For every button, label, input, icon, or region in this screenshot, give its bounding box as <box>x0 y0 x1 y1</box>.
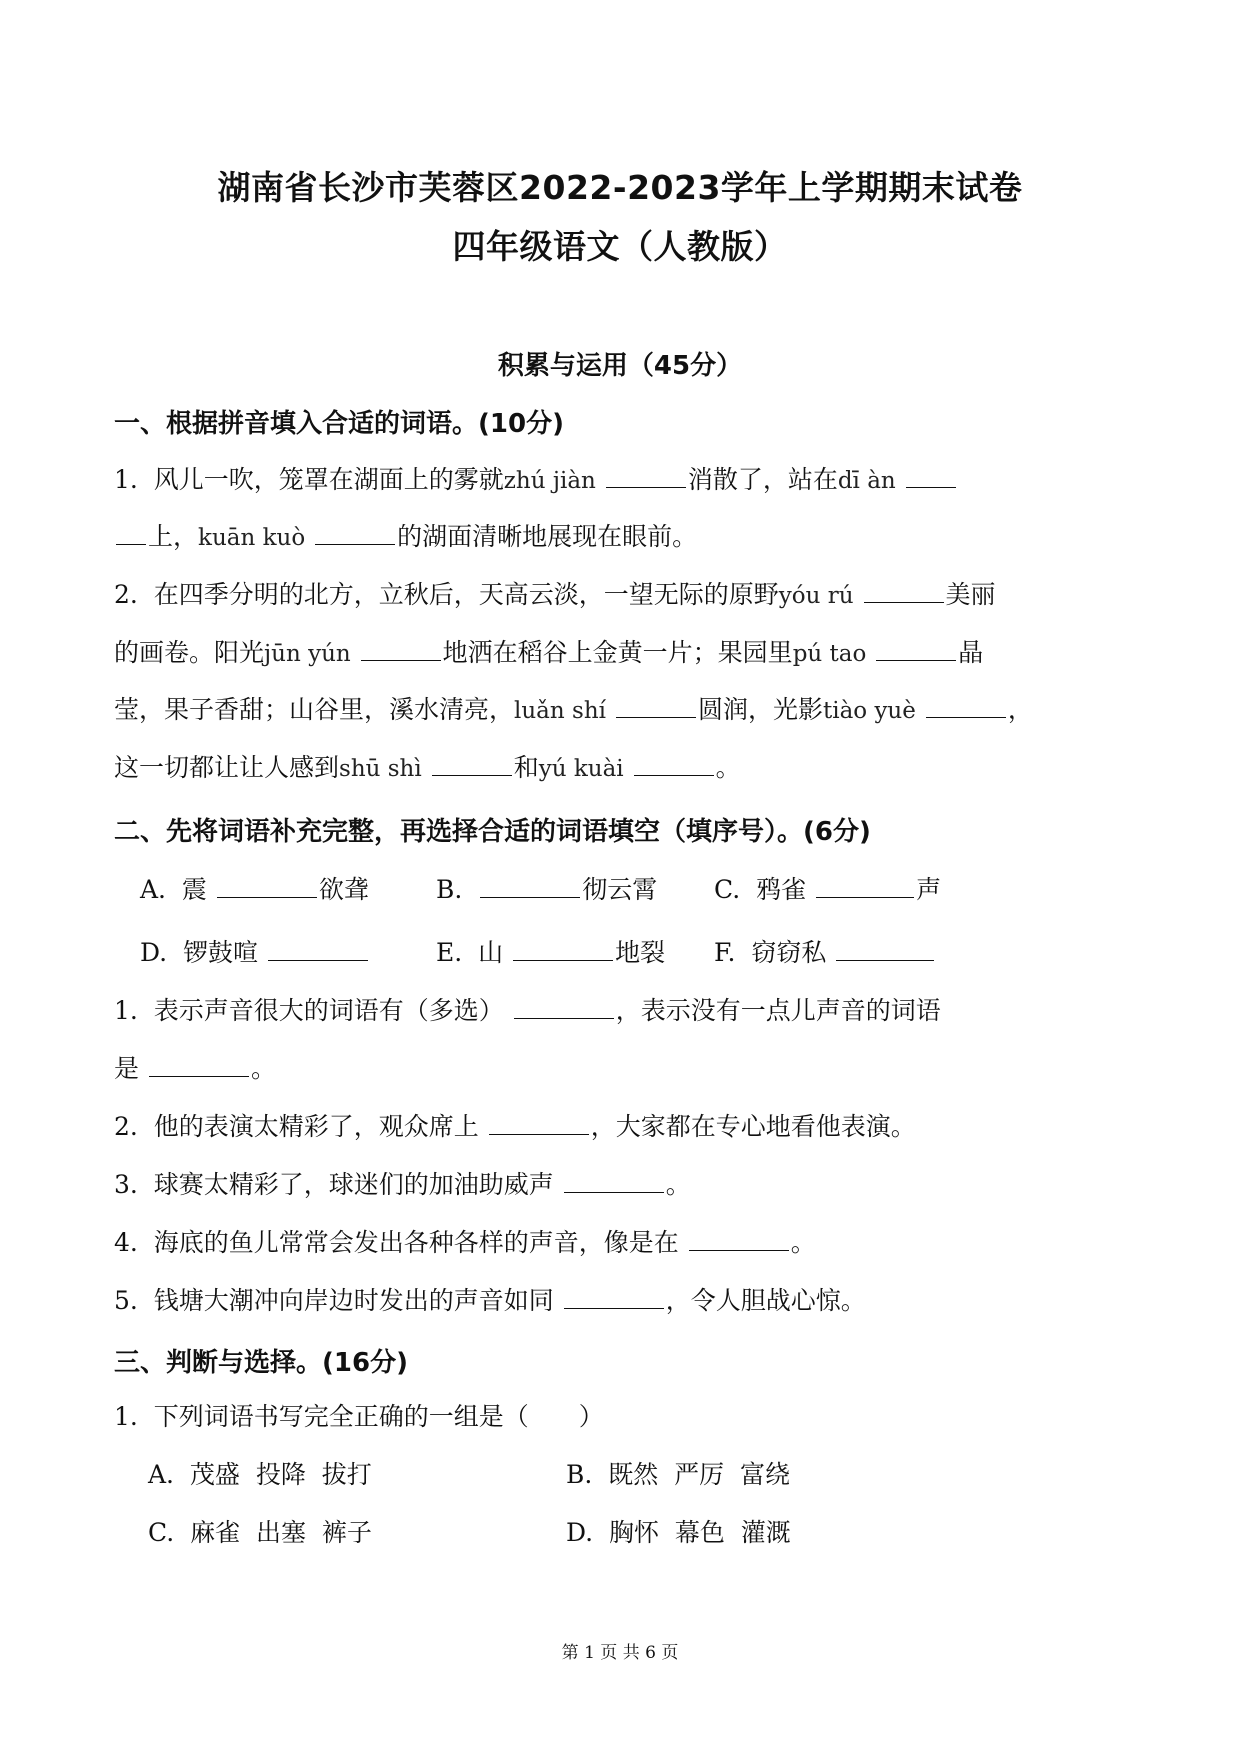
option-b: B. 彻云霄 <box>436 875 658 904</box>
page-footer: 第 1 页 共 6 页 <box>561 1643 679 1663</box>
s2-q3: 3. 球赛太精彩了，球迷们的加油助威声 。 <box>114 1170 691 1199</box>
s1-q1-line1: 1. 风儿一吹，笼罩在湖面上的雾就zhú jiàn 消散了，站在dī àn <box>114 463 1132 496</box>
answer-blank[interactable] <box>513 936 613 961</box>
s1-q2-line1: 2. 在四季分明的北方，立秋后，天高云淡，一望无际的原野yóu rú 美丽 <box>114 580 996 609</box>
answer-blank[interactable] <box>634 751 714 776</box>
answer-blank[interactable] <box>116 520 146 545</box>
answer-blank[interactable] <box>564 1284 664 1309</box>
answer-blank[interactable] <box>514 994 614 1019</box>
option-d: D. 锣鼓喧 <box>140 936 370 968</box>
answer-blank[interactable] <box>926 693 1006 718</box>
s2-q1-line2: 是 。 <box>114 1054 276 1083</box>
option-e: E. 山 地裂 <box>436 938 666 967</box>
answer-blank[interactable] <box>864 578 944 603</box>
answer-blank[interactable] <box>689 1226 789 1251</box>
section-1-heading: 一、根据拼音填入合适的词语。(10分) <box>114 409 564 439</box>
s1-q2-line4: 这一切都让让人感到shū shì 和yú kuài 。 <box>114 753 741 782</box>
answer-blank[interactable] <box>489 1110 589 1135</box>
s1-q2-line3: 莹，果子香甜；山谷里，溪水清亮，luǎn shí 圆润，光影tiào yuè ， <box>114 695 1033 724</box>
answer-blank[interactable] <box>816 873 914 898</box>
answer-blank[interactable] <box>480 873 580 898</box>
option-a: A. 震 欲聋 <box>140 875 369 904</box>
section-3-heading: 三、判断与选择。(16分) <box>114 1348 408 1378</box>
s2-q5: 5. 钱塘大潮冲向岸边时发出的声音如同 ，令人胆战心惊。 <box>114 1286 866 1315</box>
answer-blank[interactable] <box>564 1168 664 1193</box>
s2-q2: 2. 他的表演太精彩了，观众席上 ，大家都在专心地看他表演。 <box>114 1112 916 1141</box>
part-heading: 积累与运用（45分） <box>497 351 743 381</box>
s2-q1-line1: 1. 表示声音很大的词语有（多选） ，表示没有一点儿声音的词语 <box>114 996 941 1025</box>
option-f: F. 窃窃私 <box>714 936 936 968</box>
answer-blank[interactable] <box>361 636 441 661</box>
answer-blank[interactable] <box>836 936 934 961</box>
answer-blank[interactable] <box>217 873 317 898</box>
answer-blank[interactable] <box>616 693 696 718</box>
choice-c[interactable]: C. 麻雀 出塞 裤子 <box>148 1518 372 1547</box>
s1-q1-line2: 上，kuān kuò 的湖面清晰地展现在眼前。 <box>114 520 1132 553</box>
answer-blank[interactable] <box>876 636 956 661</box>
answer-blank[interactable] <box>606 463 686 488</box>
s1-q2-line2: 的画卷。阳光jūn yún 地洒在稻谷上金黄一片；果园里pú tao 晶 <box>114 638 984 667</box>
section-2-heading: 二、先将词语补充完整，再选择合适的词语填空（填序号）。(6分) <box>114 817 871 847</box>
option-c: C. 鸦雀 声 <box>714 875 942 904</box>
answer-blank[interactable] <box>906 463 956 488</box>
s3-q1: 1. 下列词语书写完全正确的一组是（ ） <box>114 1402 604 1431</box>
answer-blank[interactable] <box>315 520 395 545</box>
choice-b[interactable]: B. 既然 严厉 富绕 <box>566 1460 791 1489</box>
exam-subtitle: 四年级语文（人教版） <box>452 227 788 266</box>
s2-q4: 4. 海底的鱼儿常常会发出各种各样的声音，像是在 。 <box>114 1228 816 1257</box>
answer-blank[interactable] <box>149 1052 249 1077</box>
exam-title: 湖南省长沙市芙蓉区2022-2023学年上学期期末试卷 <box>217 168 1023 207</box>
answer-blank[interactable] <box>268 936 368 961</box>
choice-d[interactable]: D. 胸怀 幕色 灌溉 <box>566 1518 791 1547</box>
answer-blank[interactable] <box>432 751 512 776</box>
choice-a[interactable]: A. 茂盛 投降 拔打 <box>148 1460 372 1489</box>
